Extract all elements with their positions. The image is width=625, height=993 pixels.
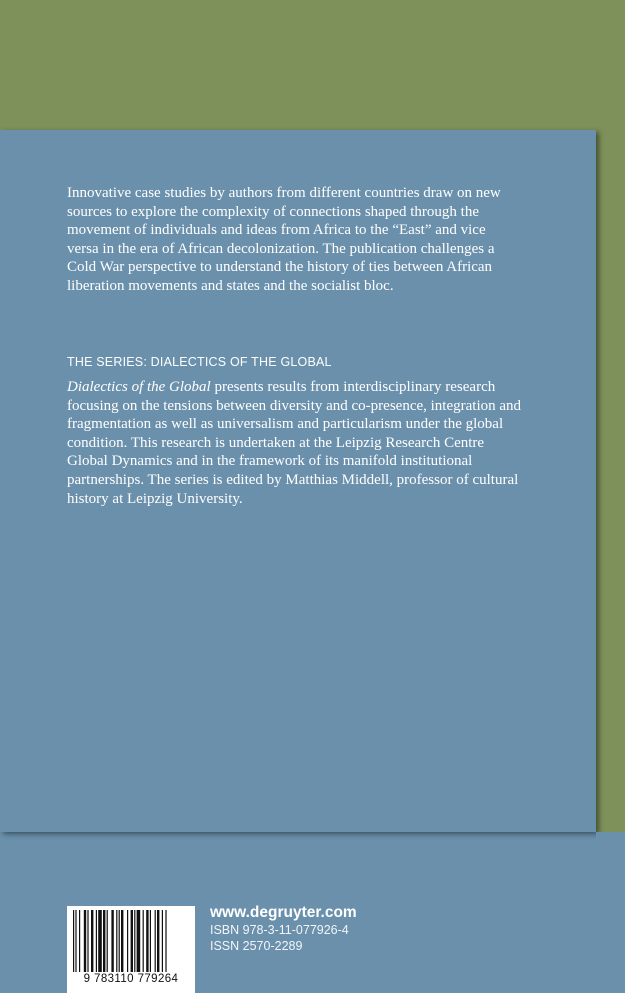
isbn-number: ISBN 978-3-11-077926-4: [210, 923, 349, 937]
series-description-text: presents results from interdisciplinary research focusing on the tensions between diversity and co-presence, integration and fragmentation as well as universalism and particularism under the global condition. This research is undertaken at the Leipzig Research Centre Global Dynamics and in the framework of its manifold institutional partnerships. The series is edited by Matthias Middell, professor of cultural history at Leipzig University.: [67, 379, 522, 507]
publisher-imprint: [210, 904, 357, 954]
series-description: [67, 378, 527, 508]
barcode: [67, 906, 195, 993]
barcode-digits: 9 783110 779264: [83, 973, 179, 985]
series-title: Dialectics of the Global: [67, 379, 211, 395]
publisher-website: www.degruyter.com: [210, 904, 357, 921]
issn-number: ISSN 2570-2289: [210, 939, 303, 953]
cover-blue-lower-strip: [596, 832, 625, 993]
barcode-bars: [73, 910, 189, 972]
book-blurb: Innovative case studies by authors from different countries draw on new sources to explore the complexity of connections shaped through the movement of individuals and ideas from Africa to the “East” and vice versa in the era of African decolonization. The publication challenges a Cold War perspective to understand the history of ties between African liberation movements and states and the socialist bloc.: [67, 185, 501, 294]
cover-green-side-strip: [596, 0, 625, 832]
cover-green-band: [0, 0, 625, 130]
series-heading: THE SERIES: DIALECTICS OF THE GLOBAL: [67, 355, 332, 369]
